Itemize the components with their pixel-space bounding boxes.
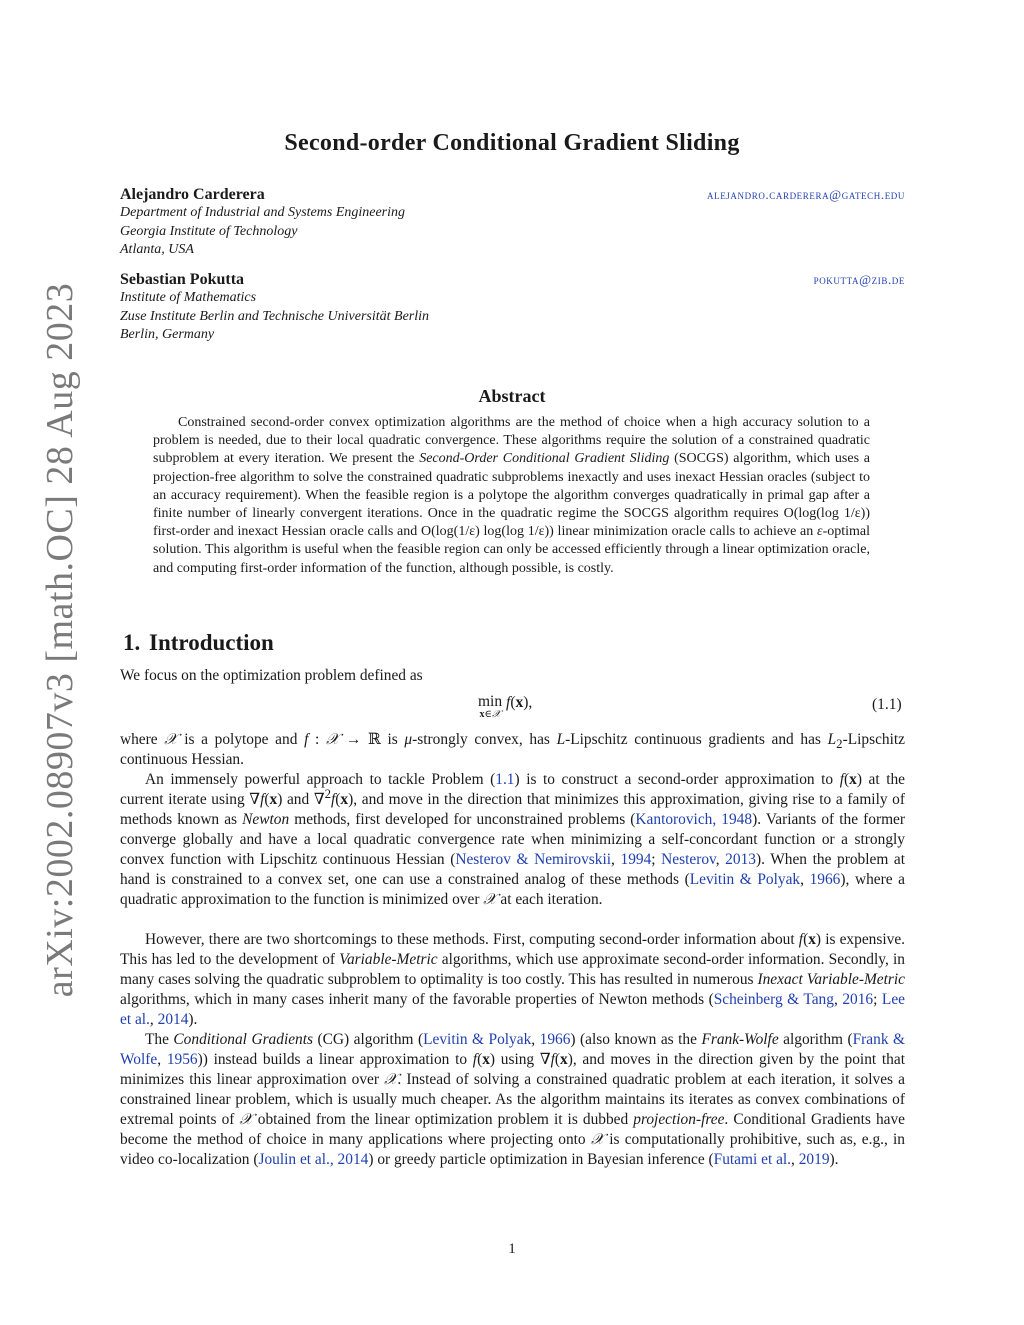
- author-affiliation-line: Institute of Mathematics: [120, 290, 257, 305]
- citation-year-link[interactable]: 2016: [842, 991, 874, 1008]
- section-heading: 1. Introduction: [123, 630, 274, 655]
- intro-paragraph: An immensely powerful approach to tackle Problem (1.1) is to construct a second-order approximation to f(x) at the current iterate using ∇f(x) and ∇$^2$f(x), and move in the direction that minimizes this approximation, giving rise to a family of methods known as Newton methods, first developed for unconstrained problems (Kantorovich, 1948). Variants of the former converge globally and have a local quadratic convergence rate when minimizing a self-concordant function or a strongly convex function with Lipschitz continuous Hessian (Nesterov & Nemirovskii, 1994; Nesterov, 2013). When the problem at hand is constrained to a convex set, one can use a constrained analog of these methods (Levitin & Polyak, 1966), where a quadratic approximation to the function is minimized over 𝒳 at each iteration.: [120, 771, 906, 908]
- author-affiliation-line: Georgia Institute of Technology: [120, 223, 298, 239]
- citation-year-link[interactable]: 1956: [166, 1051, 198, 1068]
- citation-link[interactable]: Nesterov: [661, 851, 716, 868]
- citation-link[interactable]: Joulin et al., 2014: [258, 1151, 369, 1168]
- citation-link[interactable]: Nesterov & Nemirovskii: [455, 851, 612, 868]
- author-block-1: [120, 186, 905, 260]
- author-affiliation-line: Department of Industrial and Systems Engineering: [120, 205, 406, 220]
- citation-year-link[interactable]: 2013: [725, 851, 756, 868]
- citation-year-link[interactable]: 1994: [620, 851, 652, 868]
- equation-ref-link[interactable]: 1.1: [495, 771, 515, 788]
- citation-link[interactable]: Scheinberg & Tang: [713, 991, 834, 1008]
- arxiv-identifier: arXiv:2002.08907v3 [math.OC] 28 Aug 2023: [39, 282, 81, 998]
- citation-link[interactable]: Frank & Wolfe: [120, 1031, 905, 1068]
- citation-year-link[interactable]: 1966: [809, 871, 841, 888]
- page-number: 1: [508, 1241, 516, 1257]
- author-affiliation-line: Berlin, Germany: [120, 327, 215, 342]
- equation-number: (1.1): [872, 696, 902, 713]
- citation-link[interactable]: Futami: [713, 1151, 758, 1168]
- citation-year-link[interactable]: 1966: [539, 1031, 571, 1048]
- author-email[interactable]: alejandro.carderera@gatech.edu: [707, 187, 905, 202]
- citation-year-link[interactable]: 2019: [798, 1151, 830, 1168]
- citation-link[interactable]: Levitin & Polyak: [423, 1031, 532, 1048]
- abstract-text: Constrained second-order convex optimization algorithms are the method of choice when a high accuracy solution to a problem is needed, due to their local quadratic convergence. These algorithms require the solution of a constrained quadratic subproblem at every iteration. We present the Second-Order Conditional Gradient Sliding (SOCGS) algorithm, which uses a projection-free algorithm to solve the constrained quadratic subproblems inexactly and uses inexact Hessian oracles (subject to an accuracy requirement). When the feasible region is a polytope the algorithm converges quadratically in primal gap after a finite number of linearly convergent iterations. Once in the quadratic regime the SOCGS algorithm requires O(log(log 1/ε)) first-order and inexact Hessian oracle calls and O(log(1/ε) log(log 1/ε)) linear minimization oracle calls to achieve an ε-optimal solution. This algorithm is useful when the feasible region can only be accessed efficiently through a linear optimization oracle, and computing first-order information of the function, although possible, is costly.: [153, 415, 870, 576]
- intro-paragraph: We focus on the optimization problem defined as: [120, 667, 423, 684]
- intro-paragraph: The Conditional Gradients (CG) algorithm (Levitin & Polyak, 1966) (also known as the Frank-Wolfe algorithm (Frank & Wolfe, 1956)) instead builds a linear approximation to f(x) using ∇f(x), and moves in the direction given by the point that minimizes this linear approximation over 𝒳. Instead of solving a constrained quadratic problem at each iteration, it solves a constrained linear problem, which is usually much cheaper. As the algorithm maintains its iterates as convex combinations of extremal points of 𝒳 obtained from the linear optimization problem it is dubbed projection-free. Conditional Gradients have become the method of choice in many applications where projecting onto 𝒳 is computationally prohibitive, such as, e.g., in video co-localization (Joulin et al., 2014) or greedy particle optimization in Bayesian inference (Futami et al., 2019).: [120, 1031, 906, 1168]
- citation-link[interactable]: et al.: [761, 1151, 792, 1168]
- equation-body: min x∈𝒳 f(x),: [478, 693, 533, 720]
- abstract-heading: Abstract: [478, 386, 546, 406]
- citation-year-link[interactable]: 2014: [157, 1011, 189, 1028]
- intro-paragraph: However, there are two shortcomings to these methods. First, computing second-order information about f(x) is expensive. This has led to the development of Variable-Metric algorithms, which use approximate second-order information. Secondly, in many cases solving the quadratic subproblem to optimality is too costly. This has resulted in numerous Inexact Variable-Metric algorithms, which in many cases inherit many of the favorable properties of Newton methods (Scheinberg & Tang, 2016; Lee et al., 2014).: [120, 931, 905, 1028]
- intro-paragraph: where 𝒳 is a polytope and f : 𝒳 → ℝ is μ-strongly convex, has L-Lipschitz continuous gradients and has $L_2$-Lipschitz continuous Hessian.: [120, 731, 905, 768]
- author-email[interactable]: pokutta@zib.de: [813, 272, 905, 287]
- author-block-2: [120, 271, 905, 345]
- author-affiliation-line: Zuse Institute Berlin and Technische Universität Berlin: [120, 308, 430, 324]
- author-affiliation-line: Atlanta, USA: [120, 242, 194, 257]
- citation-link[interactable]: Levitin & Polyak: [689, 871, 801, 888]
- citation-link[interactable]: Lee et al.: [120, 991, 905, 1028]
- author-name: Alejandro Carderera: [120, 186, 265, 203]
- author-name: Sebastian Pokutta: [120, 271, 245, 288]
- citation-link[interactable]: Kantorovich, 1948: [635, 811, 753, 828]
- equation-1-1: [0, 692, 1024, 726]
- paper-title: Second-order Conditional Gradient Sliding: [284, 130, 740, 156]
